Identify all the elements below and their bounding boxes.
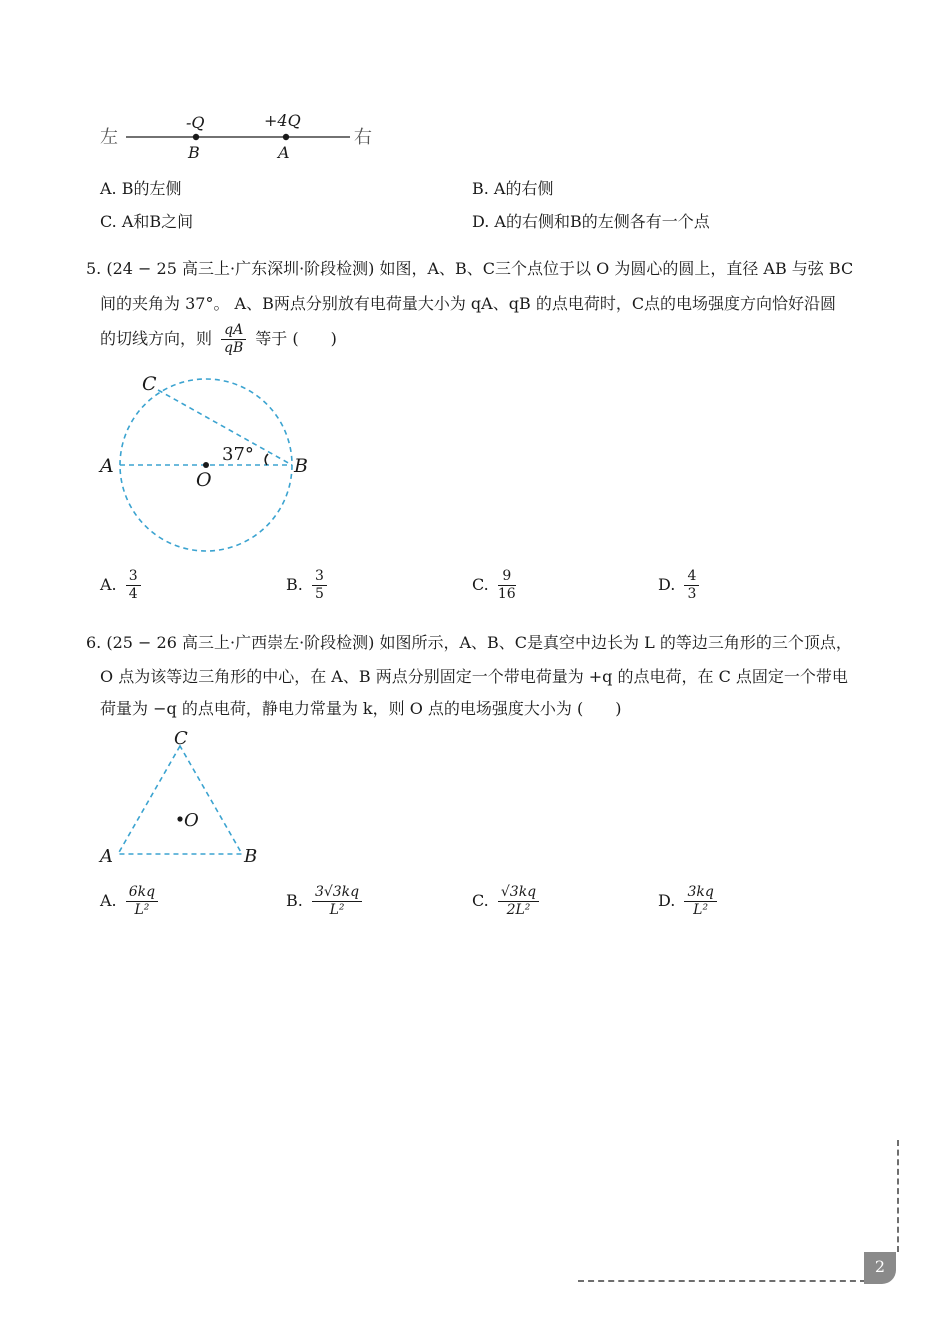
q6-point-a: A bbox=[100, 846, 113, 867]
q4-number-line-figure bbox=[96, 108, 386, 168]
q6-center-dot bbox=[177, 816, 182, 821]
q6-option-b-letter: B. bbox=[286, 891, 303, 910]
q6-option-c-letter: C. bbox=[472, 891, 489, 910]
q6-option-c-den: 2L² bbox=[506, 902, 531, 918]
q5-option-a-den: 4 bbox=[128, 586, 138, 602]
q5-point-o: O bbox=[196, 469, 212, 491]
q5-point-a: A bbox=[100, 455, 114, 477]
q6-option-a[interactable] bbox=[100, 884, 162, 919]
q4-option-c[interactable]: C. A和B之间 bbox=[100, 212, 194, 231]
q6-point-c: C bbox=[174, 728, 188, 749]
point-b-dot bbox=[193, 134, 199, 140]
q6-option-a-den: L² bbox=[134, 902, 150, 918]
q5-angle-arc bbox=[265, 454, 268, 465]
charge-a-label: +4Q bbox=[264, 111, 301, 130]
q6-option-d-num: 3kq bbox=[684, 884, 716, 902]
q5-stem-line-3 bbox=[100, 322, 337, 357]
q5-option-b-fraction bbox=[312, 568, 327, 603]
q5-option-a[interactable] bbox=[100, 568, 145, 603]
point-b-label: B bbox=[188, 143, 200, 162]
q6-option-a-fraction bbox=[126, 884, 158, 919]
right-label: 右 bbox=[354, 127, 372, 148]
q6-point-b: B bbox=[244, 846, 258, 867]
q6-triangle-figure bbox=[96, 724, 276, 872]
point-a-dot bbox=[283, 134, 289, 140]
q5-stem-line-1: 5. (24 − 25 高三上·广东深圳·阶段检测) 如图，A、B、C三个点位于以 O 为圆心的圆上，直径 AB 与弦 BC bbox=[86, 259, 854, 278]
q6-option-a-num: 6kq bbox=[126, 884, 158, 902]
q5-circle-figure bbox=[96, 370, 326, 560]
q6-stem-line-3: 荷量为 −q 的点电荷，静电力常量为 k，则 O 点的电场强度大小为 ( ) bbox=[100, 699, 622, 718]
q5-option-c-letter: C. bbox=[472, 575, 489, 594]
q5-point-b: B bbox=[294, 455, 308, 477]
q5-point-c: C bbox=[142, 373, 157, 395]
q5-option-c-num: 9 bbox=[498, 568, 516, 586]
q5-stem-prefix: 的切线方向，则 bbox=[100, 329, 213, 348]
q6-stem-line-2: O 点为该等边三角形的中心，在 A、B 两点分别固定一个带电荷量为 +q 的点电荷，在 C 点固定一个带电 bbox=[100, 667, 848, 686]
q5-option-c[interactable] bbox=[472, 568, 520, 603]
q6-point-o: O bbox=[184, 810, 199, 831]
q5-option-b-letter: B. bbox=[286, 575, 303, 594]
q6-option-d[interactable] bbox=[658, 884, 721, 919]
page-number: 2 bbox=[864, 1252, 896, 1284]
q6-option-b[interactable] bbox=[286, 884, 366, 919]
q5-option-a-letter: A. bbox=[100, 575, 117, 594]
q5-option-b-num: 3 bbox=[312, 568, 327, 586]
q6-option-d-letter: D. bbox=[658, 891, 676, 910]
q6-option-d-den: L² bbox=[693, 902, 709, 918]
q6-option-b-fraction bbox=[312, 884, 362, 919]
q6-option-c-num: √3kq bbox=[498, 884, 539, 902]
page-corner-dashed-horizontal bbox=[578, 1280, 866, 1282]
q6-option-b-num: 3√3kq bbox=[312, 884, 362, 902]
q5-stem-suffix: 等于 ( ) bbox=[255, 329, 337, 348]
q5-option-c-den: 16 bbox=[497, 586, 516, 602]
left-label: 左 bbox=[100, 127, 118, 148]
q5-option-b-den: 5 bbox=[314, 586, 324, 602]
q5-option-c-fraction bbox=[498, 568, 516, 603]
q6-option-d-fraction bbox=[684, 884, 716, 919]
q6-option-a-letter: A. bbox=[100, 891, 117, 910]
q5-option-d-den: 3 bbox=[687, 586, 697, 602]
charge-b-label: -Q bbox=[186, 113, 205, 132]
q5-ratio-denominator: qB bbox=[224, 340, 244, 356]
q5-option-d-fraction bbox=[684, 568, 699, 603]
q4-option-a[interactable]: A. B的左侧 bbox=[100, 179, 182, 198]
q5-option-a-num: 3 bbox=[126, 568, 141, 586]
q5-option-d-letter: D. bbox=[658, 575, 676, 594]
q5-ratio-fraction bbox=[221, 322, 246, 357]
q6-option-c[interactable] bbox=[472, 884, 543, 919]
q5-option-d-num: 4 bbox=[684, 568, 699, 586]
q4-option-b[interactable]: B. A的右侧 bbox=[472, 179, 554, 198]
q6-triangle bbox=[118, 746, 242, 854]
q5-stem-line-2: 间的夹角为 37°。 A、B两点分别放有电荷量大小为 qA、qB 的点电荷时，C点的电场强度方向恰好沿圆 bbox=[100, 294, 837, 313]
q5-angle-label: 37° bbox=[222, 444, 254, 465]
q6-option-c-fraction bbox=[498, 884, 539, 919]
q5-ratio-numerator: qA bbox=[221, 322, 246, 340]
q5-option-d[interactable] bbox=[658, 568, 703, 603]
q5-center-dot bbox=[203, 462, 209, 468]
page-corner-dashed-vertical bbox=[897, 1140, 899, 1252]
q4-option-d[interactable]: D. A的右侧和B的左侧各有一个点 bbox=[472, 212, 710, 231]
q6-option-b-den: L² bbox=[329, 902, 345, 918]
q5-option-b[interactable] bbox=[286, 568, 331, 603]
point-a-label: A bbox=[278, 143, 290, 162]
q6-stem-line-1: 6. (25 − 26 高三上·广西崇左·阶段检测) 如图所示，A、B、C是真空中边长为 L 的等边三角形的三个顶点， bbox=[86, 633, 852, 652]
q5-option-a-fraction bbox=[126, 568, 141, 603]
